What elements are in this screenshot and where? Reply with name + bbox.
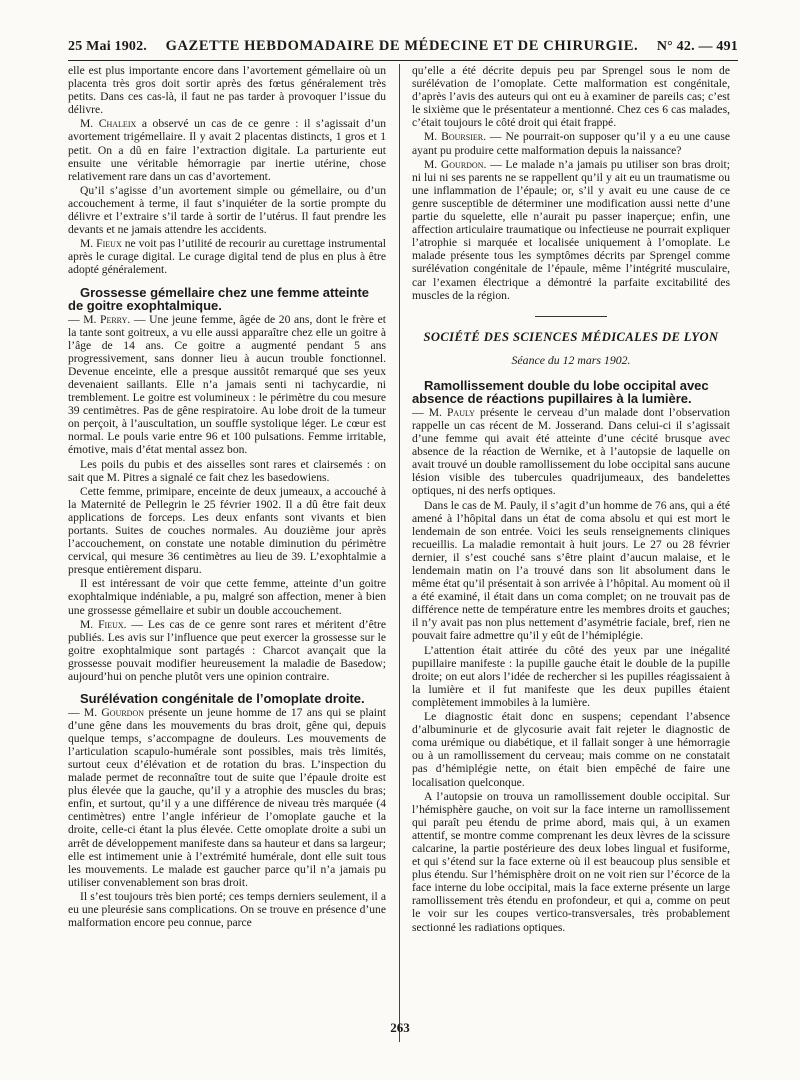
paragraph: Qu’il s’agisse d’un avortement simple ou gémellaire, ou d’un accouchement à terme, il faut s’inquiéter de la sortie prompte du délivre et l’extraire s’il tarde à sortir de l’utérus. Il faut prendre les devants et ne jamais attendre les accidents. [68,183,386,237]
left-column [68,64,386,929]
paragraph: Les poils du pubis et des aisselles sont rares et clairsemés : on sait que M. Pitres a signalé ce fait chez les basedowiens. [68,457,386,484]
paragraph-text: — Une jeune femme, âgée de 20 ans, dont le frère et la tante sont goitreux, a vu elle aussi apparaître chez elle un goitre à l’âge de 14 ans. Ce goitre a augmenté pendant 5 ans progressivement, sans donner lieu à aucun trouble fonctionnel. Devenue enceinte, elle a presque aussitôt remarqué que ses yeux devenaient saillants. Elle n’a jamais senti ni tachycardie, ni tremblement. Le goitre est volumineux : le périmètre du cou mesure 39 centimètres. Pas de gêne respiratoire. Au lobe droit de la tumeur on perçoit, à l’auscultation, un souffle systolique léger. Le cœur est normal. Le pouls varie entre 96 et 100 pulsations. Femme irritable, émotive, mais d’état mental assez bon. [68,312,386,457]
column-divider [399,64,400,1042]
paragraph: L’attention était attirée du côté des yeux par une inégalité pupillaire manifeste : la pupille gauche était le double de la pupille droite; on eut alors l’idée de rechercher si les pupilles réagissaient à la lumière et il fut manifeste que les deux pupilles étaient complètement immobiles à la lumière. [412,643,730,709]
paragraph-text: — Ne pourrait-on supposer qu’il y a eu une cause ayant pu produire cette malformation depuis la naissance? [412,130,730,157]
paragraph-text: ne voit pas l’utilité de recourir au curettage instrumental après le curage digital. Le curage digital tend de plus en plus à être adopté généralement. [68,237,386,277]
issue-page-number: N° 42. — 491 [656,39,738,54]
author-name: M. Perry. [83,312,131,326]
article-title: Surélévation congénitale de l’omoplate droite. [80,691,365,707]
paragraph: — M. Pauly présente le cerveau d’un malade dont l’observation rappelle un cas récent de M. Josserand. Dans celui-ci il s’agissait d’une femme qui avait été atteinte d’une cécité brusque avec absence de la réaction de Wernike, et à l’autopsie de laquelle on avait trouvé un double ramollissement du lobe occipital sans aucune lésion visible des tubercules quadrijumeaux, des bandelettes optiques, ni des nerfs optiques. [412,405,730,498]
paragraph: — M. Perry. — Une jeune femme, âgée de 20 ans, dont le frère et la tante sont goitreux, a vu elle aussi apparaître chez elle un goitre à l’âge de 14 ans. Ce goitre a augmenté pendant 5 ans progressivement, sans donner lieu à aucun trouble fonctionnel. Devenue enceinte, elle a presque aussitôt remarqué que ses yeux devenaient saillants. Elle n’a jamais senti ni tachycardie, ni tremblement. Le goitre est volumineux : le périmètre du cou mesure 39 centimètres. Pas de gêne respiratoire. Au lobe droit de la tumeur on perçoit, à l’auscultation, un souffle systolique léger. Le cœur est normal. Le pouls varie entre 96 et 100 pulsations. Femme irritable, émotive, mais d’état mental assez bon. [68,312,386,457]
right-column [412,64,730,934]
section-separator [535,316,607,317]
paragraph: Il s’est toujours très bien porté; ces temps derniers seulement, il a eu une pleurésie sans complications. On se trouve en présence d’une malformation encore peu connue, parce [68,889,386,930]
paragraph-text: — Le malade n’a jamais pu utiliser son bras droit; ni lui ni ses parents ne se rappellent qu’il y ait eu un traumatisme ou une inflammation de l’épaule; or, s’il y avait eu une cause de ce genre susceptible de déterminer une modification aussi nette d’une partie du squelette, elle n’aurait pu passer inaperçue; enfin, une affection articulaire traumatique ou infectieuse ne pourrait expliquer l’atrophie si marquée et localisée uniquement à l’omoplate. Le malade présente tous les symptômes décrits par Sprengel comme surélévation congénitale de l’épaule, même l’intégrité musculaire, car l’examen électrique a démontré la parfaite excitabilité des muscles de la région. [412,157,730,302]
paragraph [412,130,730,156]
page-number: 263 [390,1020,410,1035]
paragraph-text: a observé un cas de ce genre : il s’agissait d’un avortement trigémellaire. Il y avait 2 placentas distincts, 1 gros et 1 petit. On a dû en faire l’extraction digitale. La parturiente eut ensuite une véritable hémorragie par inertie utérine, chose relativement rare dans un cas d’avortement. [68,117,386,183]
paragraph-text: — Les cas de ce genre sont rares et méritent d’être publiés. Les avis sur l’influence que peut exercer la grossesse sur le goitre exophtalmique sont partagés : Charcot avançait que la grossesse pouvait modifier heureusement la maladie de Basedow; aujourd’hui on penche plutôt vers une opinion contraire. [68,617,386,684]
paragraph-text: présente le cerveau d’un malade dont l’observation rappelle un cas récent de M. Josserand. Dans celui-ci il s’agissait d’une femme qui avait été atteinte d’une cécité brusque avec absence de la réaction de Wernike, et à l’autopsie de laquelle on avait trouvé un double ramollissement du lobe occipital sans aucune lésion visible des tubercules quadrijumeaux, des bandelettes optiques, ni des nerfs optiques. [412,405,730,498]
speaker-name: M. Fieux [80,237,122,251]
journal-title: GAZETTE HEBDOMADAIRE DE MÉDECINE ET DE CHIRURGIE. [165,38,639,54]
speaker-name: M. Fieux. [80,617,127,631]
paragraph: — M. Gourdon présente un jeune homme de 17 ans qui se plaint d’une gêne dans les mouvements du bras droit, gêne qui, depuis quelque temps, s’accompagne de douleurs. Les mouvements de l’articulation scapulo-humérale sont possibles, mais très limités, surtout ceux d’élévation et de rotation du bras. L’inspection du malade permet de reconnaître tout de suite que l’épaule droite est plus élevée que la gauche, qu’il y a atrophie des muscles du bras; enfin, et surtout, qu’il y a une différence de niveau très marquée (4 centimètres) entre l’angle inférieur de l’omoplate gauche et la droite, celle-ci étant la plus élevée. Cette omoplate droite a subi un arrêt de développement manifeste dans sa hauteur et dans sa largeur; elle est intimement unie à l’extrémité humérale, dont elle suit tous les mouvements. Le malade est gaucher parce qu’il n’a jamais pu utiliser convenablement son bras droit. [68,705,387,889]
header-date: 25 Mai 1902. [68,39,148,54]
paragraph: elle est plus importante encore dans l’avortement gémellaire où un placenta très gros doit sortir après des fœtus généralement très petits. Dans ces cas-là, il faut ne pas tarder à provoquer l’issue du délivre. [68,64,386,117]
header-rule [68,60,738,61]
speaker-name: M. Boursier. [424,130,486,144]
paragraph [412,158,730,302]
article-title: Ramollissement double du lobe occipital avec absence de réactions pupillaires à la lumière. [412,377,709,407]
running-header [68,38,738,60]
speaker-name: M. Chaleix [80,117,137,131]
paragraph: A l’autopsie on trouva un ramollissement double occipital. Sur l’hémisphère gauche, on voit sur la face interne un ramollissement qui paraît peu étendu de prime abord, mais qui, à un examen attentif, se montre comme comprenant les deux lèvres de la scissure calcarine, la partie postérieure des deux lobes lingual et fusiforme, et qui s’étend sur la face externe où il est beaucoup plus sensible et plus étendu. Sur l’hémisphère droit on ne voit rien sur l’écorce de la face interne du lobe occipital, mais la face externe présente un large ramollissement très étendu en profondeur, et qui a, comme on peut le voir sur les coupes vertico-transversales, très probablement sectionné les radiations optiques. [412,789,730,934]
paragraph [68,237,386,276]
paragraph: Il est intéressant de voir que cette femme, atteinte d’un goitre exophtalmique indéniable, a pu, malgré son affection, mener à bien une grossesse gémellaire et subir un double accouchement. [68,577,386,617]
society-heading: SOCIÉTÉ DES SCIENCES MÉDICALES DE LYON [423,329,719,344]
article-title: Grossesse gémellaire chez une femme atteinte de goitre exophtalmique. [68,284,370,313]
paragraph: Dans le cas de M. Pauly, il s’agit d’un homme de 76 ans, qui a été amené à l’hôpital dans un état de coma absolu et qui est mort le lendemain de son entrée. Voici les seuls renseignements cliniques recueillis. La maladie remontait à huit jours. Le 27 ou 28 février dernier, il s’est couché sans s’être plaint d’aucun malaise, et le lendemain matin on l’a trouvé dans son lit absolument dans le même état qu’il présentait à son arrivée à l’hôpital. Au moment où il a été examiné, il était dans un coma complet; on ne trouvait pas de différence nette de température entre les membres droits et gauches; il n’y avait pas non plus nettement d’asymétrie faciale, bref, rien ne pouvait faire admettre qu’il y eût de l’hémiplégie. [412,498,730,643]
paragraph: Le diagnostic était donc en suspens; cependant l’absence d’albuminurie et de glycosurie avait fait rejeter le diagnostic de coma urémique ou diabétique, et il fallait songer à une hémorragie ou à un ramollissement du cerveau; mais comme on ne constatait pas d’hémiplégie nette, on était bien empêché de faire une localisation quelconque. [412,710,730,789]
author-name: M. Gourdon [83,705,145,719]
speaker-name: M. Gourdon. [424,157,487,171]
paragraph [68,618,386,683]
paragraph: Cette femme, primipare, enceinte de deux jumeaux, a accouché à la Maternité de Pellegrin le 25 février 1902. Il a dû être fait deux applications de forceps. Les deux enfants sont vivants et bien portants. Suites de couches normales. Au douzième jour après l’accouchement, on constate une notable diminution du périmètre cervical, qui mesure 36 centimètres au lieu de 39. L’exophtalmie a presque entièrement disparu. [68,484,386,577]
paragraph-text: présente un jeune homme de 17 ans qui se plaint d’une gêne dans les mouvements du bras droit, gêne qui, depuis quelque temps, s’accompagne de douleurs. Les mouvements de l’articulation scapulo-humérale sont possibles, mais très limités, surtout ceux d’élévation et de rotation du bras. L’inspection du malade permet de reconnaître tout de suite que l’épaule droite est plus élevée que la gauche, qu’il y a atrophie des muscles du bras; enfin, et surtout, qu’il y a une différence de niveau très marquée (4 centimètres) entre l’angle inférieur de l’omoplate gauche et la droite, celle-ci étant la plus élevée. Cette omoplate droite a subi un arrêt de développement manifeste dans sa hauteur et dans sa largeur; elle est intimement unie à l’extrémité humérale, dont elle suit tous les mouvements. Le malade est gaucher parce qu’il n’a jamais pu utiliser convenablement son bras droit. [68,705,387,889]
session-date: Séance du 12 mars 1902. [511,352,631,367]
author-name: M. Pauly [428,405,475,419]
paragraph [68,117,386,182]
paragraph: qu’elle a été décrite depuis peu par Sprengel sous le nom de surélévation de l’omoplate. Cette malformation est congénitale, d’après l’avis des auteurs qui ont eu à examiner de pareils cas; c’est le sixième que le présentateur a mentionné. Chez ces 6 cas malades, c’était toujours le côté droit qui était frappé. [412,64,730,130]
